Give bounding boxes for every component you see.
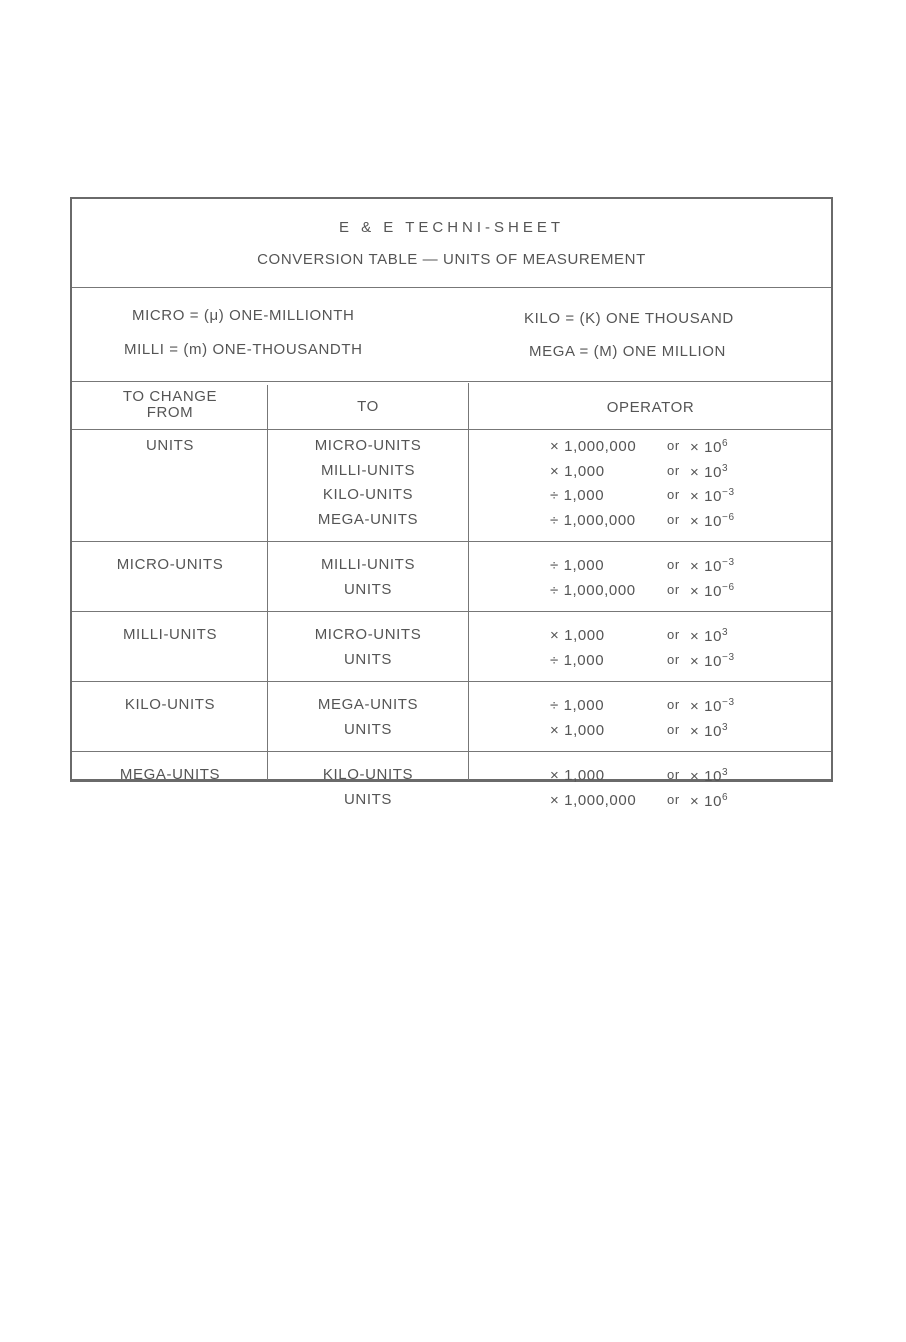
power-exponent: 3 [722, 767, 729, 778]
power-base: × 10 [690, 488, 723, 505]
power-of-ten [690, 697, 735, 715]
operator-value: × 1,000,000 [550, 791, 637, 809]
to-unit-cell: MICRO-UNITS [314, 437, 422, 454]
operator-cell [550, 557, 735, 575]
or-label: or [667, 721, 680, 737]
operator-value: ÷ 1,000 [550, 697, 605, 714]
power-exponent: −3 [722, 487, 735, 498]
power-of-ten [690, 722, 728, 740]
power-of-ten [690, 652, 735, 670]
operator-value: ÷ 1,000,000 [550, 511, 636, 529]
power-exponent: −6 [722, 511, 735, 523]
definition-mega: MEGA = (M) ONE MILLION [529, 343, 726, 360]
power-base: × 10 [690, 792, 723, 810]
or-label: or [667, 511, 680, 527]
to-unit-cell: KILO-UNITS [322, 766, 414, 783]
operator-cell [550, 581, 735, 600]
to-unit-cell: MEGA-UNITS [317, 510, 419, 528]
header-from-line2: FROM [146, 404, 194, 421]
operator-cell [550, 791, 729, 810]
to-unit-cell: UNITS [344, 580, 392, 598]
header-from-line1: TO CHANGE [122, 388, 218, 405]
operator-value: × 1,000 [550, 721, 605, 739]
power-of-ten [690, 582, 735, 600]
sheet-subtitle: CONVERSION TABLE — UNITS OF MEASUREMENT [257, 251, 646, 268]
power-of-ten [690, 438, 728, 456]
definition-micro: MICRO = (μ) ONE-MILLIONTH [132, 307, 355, 324]
to-unit-cell: MILLI-UNITS [320, 556, 416, 573]
operator-cell [550, 627, 729, 645]
or-label: or [667, 487, 680, 502]
operator-cell [550, 438, 729, 456]
operator-value: × 1,000 [550, 767, 605, 784]
power-of-ten [690, 792, 728, 810]
power-base: × 10 [690, 628, 723, 645]
operator-value: × 1,000 [550, 462, 605, 480]
from-unit-cell: UNITS [146, 437, 194, 454]
row-divider [72, 429, 831, 430]
from-unit-cell: MEGA-UNITS [119, 766, 221, 783]
to-unit-cell: UNITS [344, 650, 392, 668]
power-exponent: −3 [722, 557, 735, 568]
row-divider [72, 541, 831, 542]
power-exponent: −3 [722, 697, 735, 708]
power-of-ten [690, 557, 735, 575]
from-unit-cell: MICRO-UNITS [116, 556, 224, 573]
definition-kilo: KILO = (K) ONE THOUSAND [524, 310, 734, 327]
operator-cell [550, 697, 735, 715]
operator-cell [550, 721, 729, 740]
power-base: × 10 [690, 582, 723, 600]
or-label: or [667, 627, 680, 642]
or-label: or [667, 557, 680, 572]
power-base: × 10 [690, 558, 723, 575]
power-base: × 10 [690, 439, 723, 456]
power-of-ten [690, 767, 728, 785]
operator-value: ÷ 1,000 [550, 557, 605, 574]
or-label: or [667, 767, 680, 782]
power-of-ten [690, 627, 728, 645]
or-label: or [667, 462, 680, 478]
power-exponent: 3 [722, 462, 729, 474]
sheet-title: E & E TECHNI-SHEET [338, 219, 565, 236]
operator-value: × 1,000 [550, 627, 605, 644]
operator-cell [550, 462, 729, 481]
power-of-ten [690, 512, 735, 530]
from-unit-cell: KILO-UNITS [124, 696, 216, 713]
power-base: × 10 [690, 698, 723, 715]
techni-sheet [70, 197, 833, 810]
power-base: × 10 [690, 463, 723, 481]
header-from [72, 389, 268, 421]
operator-value: ÷ 1,000,000 [550, 581, 636, 599]
power-exponent: 6 [722, 791, 729, 803]
power-of-ten [690, 487, 735, 505]
operator-cell [550, 511, 735, 530]
row-divider [72, 681, 831, 682]
header-to: TO [357, 398, 379, 415]
to-unit-cell: UNITS [344, 720, 392, 738]
operator-cell [550, 487, 735, 505]
from-unit-cell: MILLI-UNITS [122, 626, 218, 643]
column-divider [468, 383, 469, 780]
divider [72, 381, 831, 382]
power-base: × 10 [690, 722, 723, 740]
to-unit-cell: UNITS [344, 790, 392, 808]
to-unit-cell: MILLI-UNITS [320, 461, 416, 479]
power-exponent: 6 [722, 438, 729, 449]
definition-milli: MILLI = (m) ONE-THOUSANDTH [124, 341, 363, 358]
header-operator: OPERATOR [606, 399, 695, 416]
to-unit-cell: MICRO-UNITS [314, 626, 422, 643]
row-divider [72, 611, 831, 612]
or-label: or [667, 581, 680, 597]
divider [72, 287, 831, 288]
operator-value: ÷ 1,000 [550, 651, 605, 669]
power-base: × 10 [690, 512, 723, 530]
operator-value: ÷ 1,000 [550, 487, 605, 504]
power-base: × 10 [690, 652, 723, 670]
or-label: or [667, 651, 680, 667]
or-label: or [667, 791, 680, 807]
or-label: or [667, 697, 680, 712]
operator-cell [550, 651, 735, 670]
or-label: or [667, 438, 680, 453]
operator-value: × 1,000,000 [550, 438, 637, 455]
row-divider [72, 751, 831, 752]
to-unit-cell: KILO-UNITS [322, 486, 414, 503]
power-exponent: −6 [722, 581, 735, 593]
power-exponent: −3 [722, 651, 735, 663]
to-unit-cell: MEGA-UNITS [317, 696, 419, 713]
power-base: × 10 [690, 768, 723, 785]
operator-cell [550, 767, 729, 785]
power-exponent: 3 [722, 627, 729, 638]
power-exponent: 3 [722, 721, 729, 733]
power-of-ten [690, 463, 728, 481]
